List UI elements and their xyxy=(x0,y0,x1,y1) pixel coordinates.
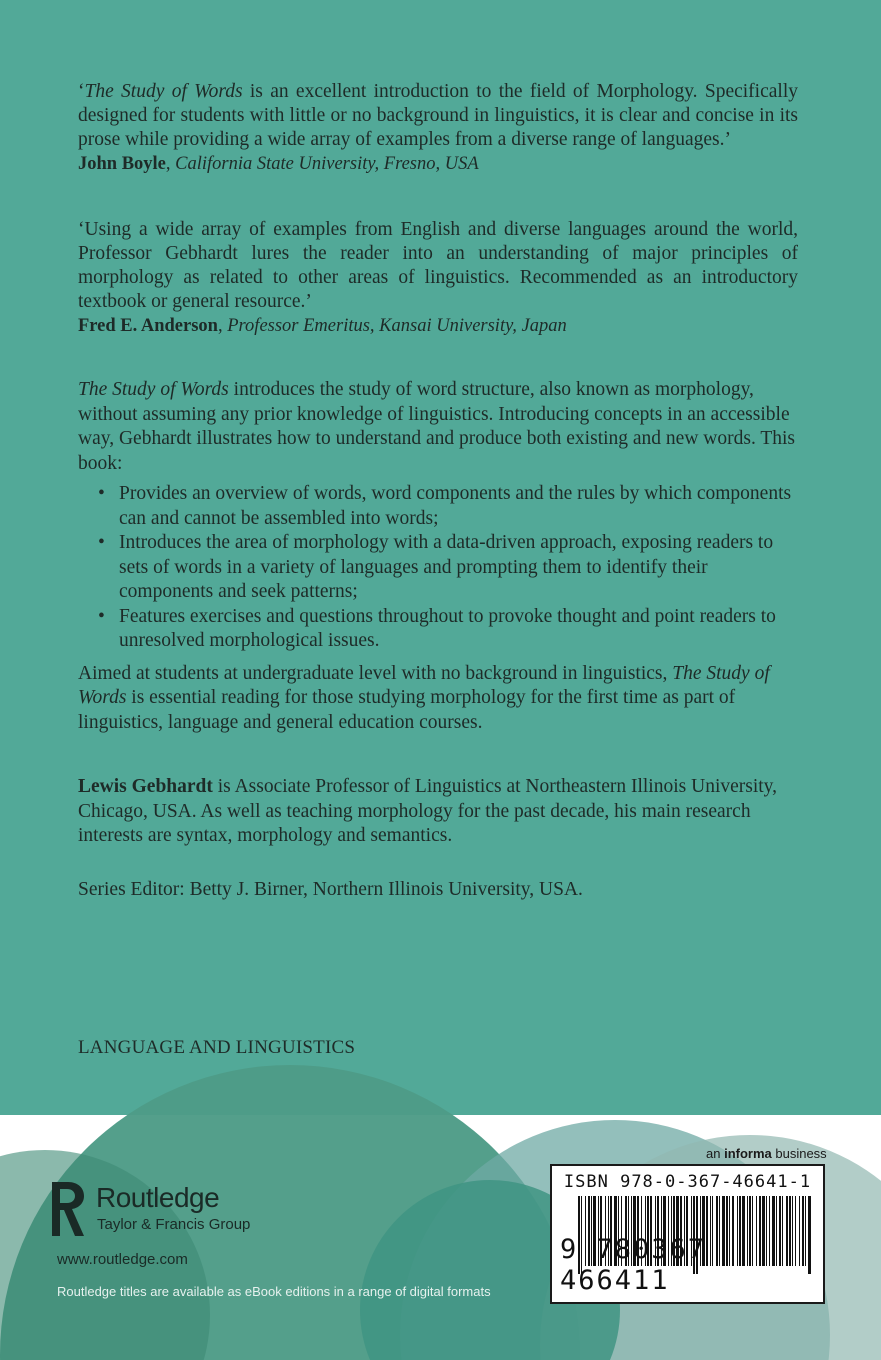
review-quote-2-text: ‘Using a wide array of examples from English and diverse languages around the world, Professor Gebhardt lures the reader into an understanding of major principles of morphology as related to other areas of linguistics. Recommended as an introductory textbook or general resource.’ xyxy=(78,219,798,312)
series-editor xyxy=(78,878,798,903)
list-item: • Features exercises and questions throughout to provoke thought and point readers to unresolved morphological issues. xyxy=(98,605,776,651)
list-item: • Provides an overview of words, word components and the rules by which components can and cannot be assembled into words; xyxy=(98,483,792,529)
isbn-label: ISBN 978-0-367-46641-1 xyxy=(563,1172,812,1192)
reviewer-name: John Boyle xyxy=(78,154,166,174)
review-quote-1-attribution: John Boyle, California State University, Fresno, USA xyxy=(78,154,479,174)
publisher-name: Routledge xyxy=(96,1182,220,1213)
author-name: Lewis Gebhardt xyxy=(78,776,213,797)
audience-statement: Aimed at students at undergraduate level with no background in linguistics, The Study of Words is essential reading for those studying morphology for the first time as part of linguistics, language and general education courses. xyxy=(78,662,770,733)
list-item: • Introduces the area of morphology with a data-driven approach, exposing readers to sets of words in a variety of languages and prompting them to identify their components and seek patterns; xyxy=(98,532,774,602)
publisher-logo xyxy=(48,1180,288,1240)
subject-label: LANGUAGE AND LINGUISTICS xyxy=(78,1037,356,1058)
feature-list xyxy=(78,482,798,654)
book-description xyxy=(78,378,798,735)
publisher-group: Taylor & Francis Group xyxy=(97,1216,251,1233)
informa-tagline: an informa business xyxy=(706,1146,827,1161)
ebook-note: Routledge titles are available as eBook editions in a range of digital formats xyxy=(57,1284,491,1299)
series-editor-text: Series Editor: Betty J. Birner, Northern Illinois University, USA. xyxy=(78,879,583,900)
reviewer-name: Fred E. Anderson xyxy=(78,316,218,336)
publisher-website[interactable]: www.routledge.com xyxy=(57,1251,188,1268)
isbn-barcode xyxy=(550,1164,825,1304)
book-title: The Study of Words xyxy=(78,662,770,708)
review-quote-2 xyxy=(78,218,798,338)
author-bio xyxy=(78,775,798,849)
bullet-icon: • xyxy=(98,532,105,553)
bullet-icon: • xyxy=(98,605,105,627)
book-title: The Study of Words xyxy=(84,81,243,102)
review-quote-1-text: ‘The Study of Words is an excellent introduction to the field of Morphology. Specifically designed for students with little or no background in linguistics, it is clear and concise in its prose while providing a wide array of examples from a diverse range of languages.’ xyxy=(78,81,798,150)
subject-category xyxy=(78,1037,798,1059)
bullet-icon: • xyxy=(98,483,105,504)
reviewer-affiliation: California State University, Fresno, USA xyxy=(175,154,479,174)
description-intro: The Study of Words introduces the study of word structure, also known as morphology, without assuming any prior knowledge of linguistics. Introducing concepts in an accessible way, Gebhardt illustrates how to understand and produce both existing and new words. This book: xyxy=(78,379,796,474)
routledge-r-icon xyxy=(48,1180,88,1238)
review-quote-2-attribution: Fred E. Anderson, Professor Emeritus, Kansai University, Japan xyxy=(78,316,567,336)
book-title: The Study of Words xyxy=(78,379,229,400)
review-quote-1 xyxy=(78,80,798,176)
isbn-digits: 9 780367 466411 xyxy=(560,1234,707,1296)
author-bio-text: Lewis Gebhardt is Associate Professor of Linguistics at Northeastern Illinois University, Chicago, USA. As well as teaching morphology for the past decade, his main research interests are syntax, morphology and semantics. xyxy=(78,776,778,846)
reviewer-affiliation: Professor Emeritus, Kansai University, Japan xyxy=(227,316,567,336)
